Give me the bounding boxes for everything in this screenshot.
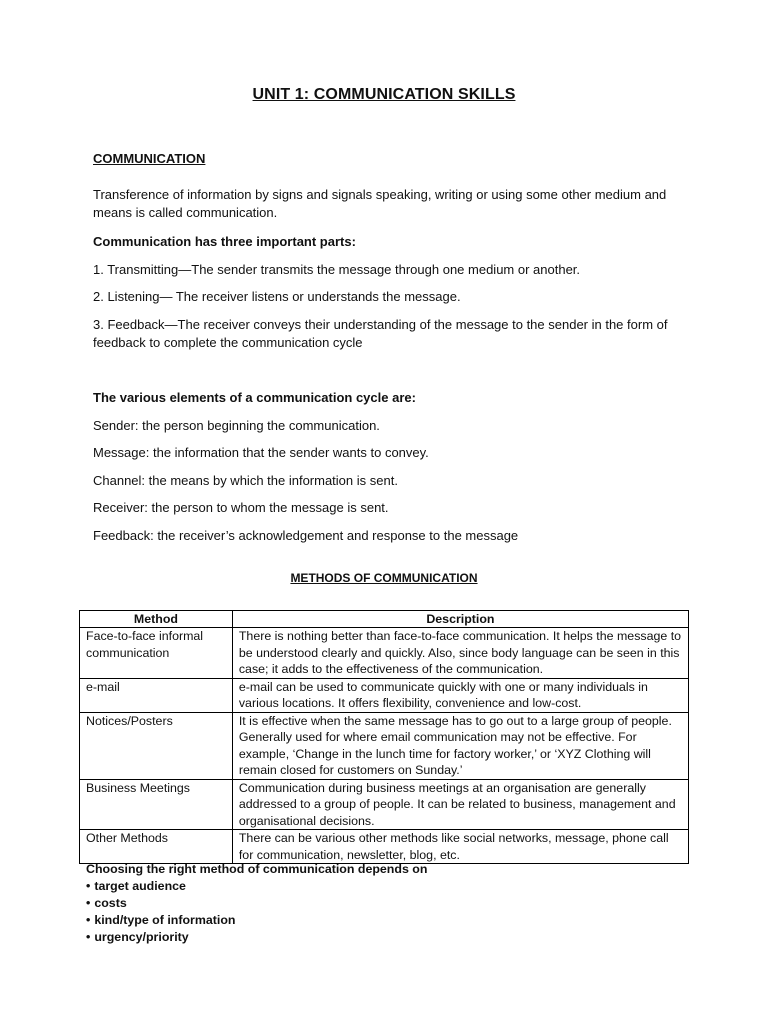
method-cell: e-mail	[80, 678, 233, 712]
list-item	[86, 912, 427, 929]
element-item-message: Message: the information that the sender wants to convey.	[93, 445, 429, 460]
description-cell: Communication during business meetings at an organisation are generally addressed to a group of people. It can be related to business, management and organisational decisions.	[232, 779, 688, 830]
method-cell: Business Meetings	[80, 779, 233, 830]
part-item-feedback: 3. Feedback—The receiver conveys their understanding of the message to the sender in the form of feedback to complete the communication cycle	[93, 317, 668, 350]
bullet-icon: •	[86, 879, 91, 893]
elements-heading: The various elements of a communication cycle are:	[93, 390, 416, 405]
page-title: UNIT 1: COMMUNICATION SKILLS	[252, 86, 516, 103]
list-item	[86, 878, 427, 895]
method-cell: Other Methods	[80, 830, 233, 864]
methods-heading: METHODS OF COMMUNICATION	[290, 571, 478, 585]
choosing-section	[86, 861, 427, 946]
methods-table	[79, 610, 689, 864]
description-cell: There is nothing better than face-to-face communication. It helps the message to be understood clearly and quickly. Also, since body language can be seen in this case; it adds to the effectiveness of the communication.	[232, 628, 688, 679]
list-item	[86, 895, 427, 912]
table-row	[80, 830, 689, 864]
list-item-label: target audience	[94, 879, 186, 893]
table-row	[80, 678, 689, 712]
element-item-channel: Channel: the means by which the information is sent.	[93, 473, 398, 488]
bullet-icon: •	[86, 896, 91, 910]
parts-heading: Communication has three important parts:	[93, 234, 356, 249]
description-cell: It is effective when the same message has to go out to a large group of people. Generally used for where email communication may not be effective. For example, ‘Change in the lunch time for factory worker,’ or ‘XYZ Clothing will remain closed for customers on Sunday.’	[232, 712, 688, 779]
definition-paragraph: Transference of information by signs and signals speaking, writing or using some other medium and means is called communication.	[93, 187, 667, 220]
table-row	[80, 628, 689, 679]
table-header-row	[80, 611, 689, 628]
bullet-icon: •	[86, 913, 91, 927]
section-heading-communication: COMMUNICATION	[93, 151, 206, 166]
list-item-label: urgency/priority	[94, 930, 189, 944]
description-cell: There can be various other methods like social networks, message, phone call for communication, newsletter, blog, etc.	[232, 830, 688, 864]
table-row	[80, 712, 689, 779]
part-item-listening: 2. Listening— The receiver listens or understands the message.	[93, 289, 461, 304]
method-cell: Notices/Posters	[80, 712, 233, 779]
element-item-sender: Sender: the person beginning the communication.	[93, 418, 380, 433]
list-item-label: kind/type of information	[94, 913, 236, 927]
list-item	[86, 929, 427, 946]
choosing-list	[86, 878, 427, 946]
choosing-heading: Choosing the right method of communication depends on	[86, 862, 428, 876]
table-row	[80, 779, 689, 830]
description-cell: e-mail can be used to communicate quickly with one or many individuals in various locations. It offers flexibility, convenience and low-cost.	[232, 678, 688, 712]
method-cell: Face-to-face informal communication	[80, 628, 233, 679]
list-item-label: costs	[94, 896, 127, 910]
column-header-method: Method	[80, 611, 233, 628]
bullet-icon: •	[86, 930, 91, 944]
part-item-transmitting: 1. Transmitting—The sender transmits the message through one medium or another.	[93, 262, 581, 277]
element-item-receiver: Receiver: the person to whom the message is sent.	[93, 500, 389, 515]
element-item-feedback: Feedback: the receiver’s acknowledgement and response to the message	[93, 528, 519, 543]
column-header-description: Description	[232, 611, 688, 628]
